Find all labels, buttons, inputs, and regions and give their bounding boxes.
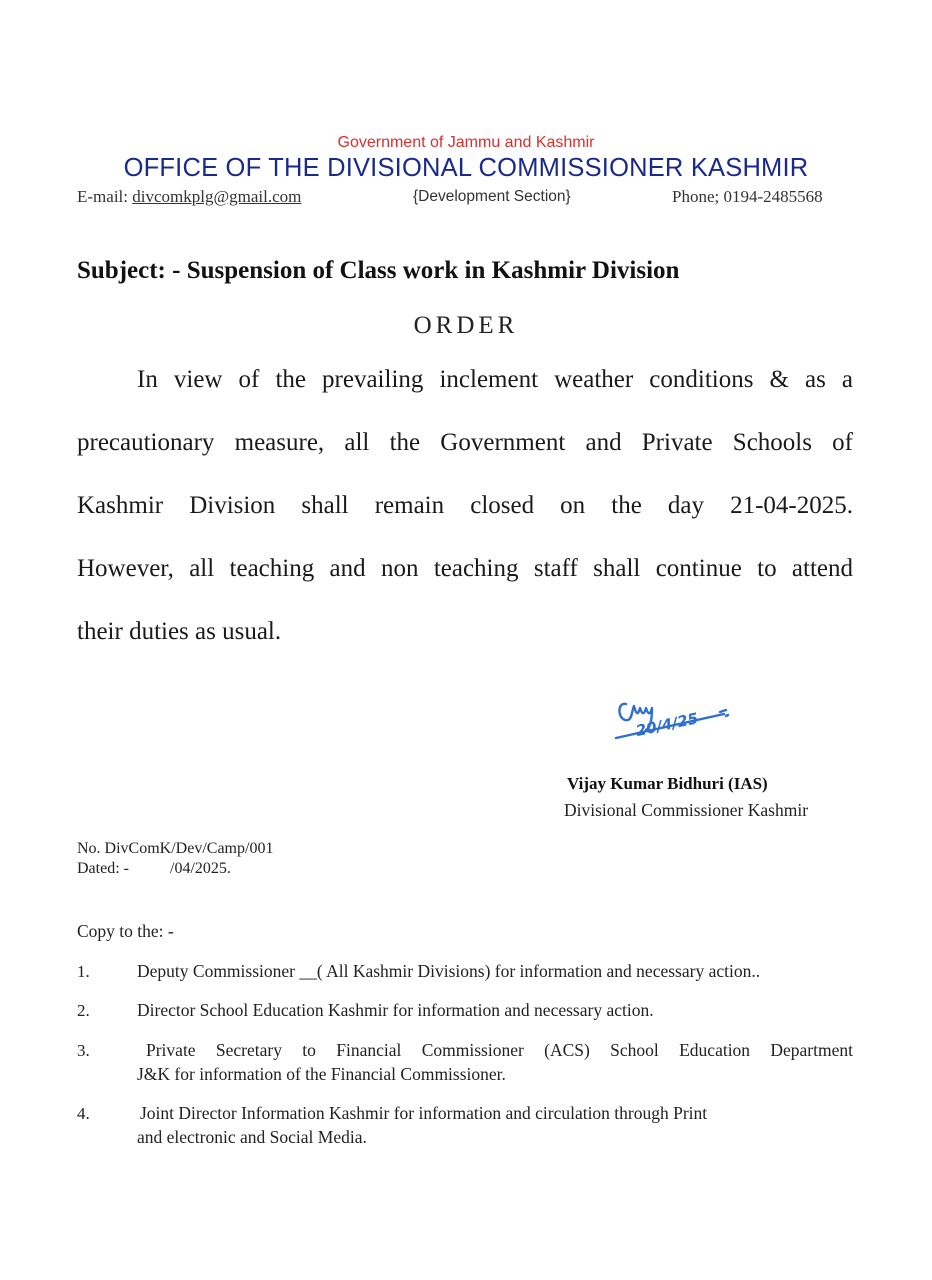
order-heading: ORDER <box>413 312 519 339</box>
item-number: 4. <box>77 1104 90 1123</box>
dated-label: Dated: - <box>77 860 129 877</box>
body-line: precautionary measure, all the Government and Private Schools of <box>77 429 853 456</box>
email-link[interactable]: divcomkplg@gmail.com <box>132 187 302 206</box>
dated-value: /04/2025. <box>170 860 231 877</box>
office-title: OFFICE OF THE DIVISIONAL COMMISSIONER KASHMIR <box>123 154 809 182</box>
email-label: E-mail: <box>77 187 133 206</box>
item-text: Private Secretary to Financial Commissioner (ACS) School Education Department <box>146 1040 853 1060</box>
signer-designation: Divisional Commissioner Kashmir <box>564 800 809 820</box>
email-line <box>77 187 301 207</box>
section-label: {Development Section} <box>413 188 571 205</box>
item-text: and electronic and Social Media. <box>137 1127 367 1147</box>
government-heading: Government of Jammu and Kashmir <box>337 134 595 151</box>
copy-to-label: Copy to the: - <box>77 921 174 941</box>
body-line: In view of the prevailing inclement weather conditions & as a <box>137 366 853 393</box>
reference-number: No. DivComK/Dev/Camp/001 <box>77 840 274 857</box>
body-line: their duties as usual. <box>77 618 282 645</box>
item-text: Deputy Commissioner __( All Kashmir Divisions) for information and necessary action.. <box>137 961 761 981</box>
item-text: Joint Director Information Kashmir for information and circulation through Print <box>140 1103 708 1123</box>
signature-date: 20/4/25 <box>634 709 700 740</box>
item-text: Director School Education Kashmir for information and necessary action. <box>137 1000 654 1020</box>
item-text: J&K for information of the Financial Commissioner. <box>137 1064 506 1084</box>
signer-name: Vijay Kumar Bidhuri (IAS) <box>567 774 768 793</box>
item-number: 1. <box>77 962 90 981</box>
item-number: 2. <box>77 1001 90 1020</box>
body-line: Kashmir Division shall remain closed on the day 21-04-2025. <box>77 492 853 519</box>
item-number: 3. <box>77 1041 90 1060</box>
body-line: However, all teaching and non teaching staff shall continue to attend <box>77 555 853 582</box>
subject-line: Subject: - Suspension of Class work in Kashmir Division <box>77 257 680 284</box>
phone-number: Phone; 0194-2485568 <box>672 187 823 206</box>
